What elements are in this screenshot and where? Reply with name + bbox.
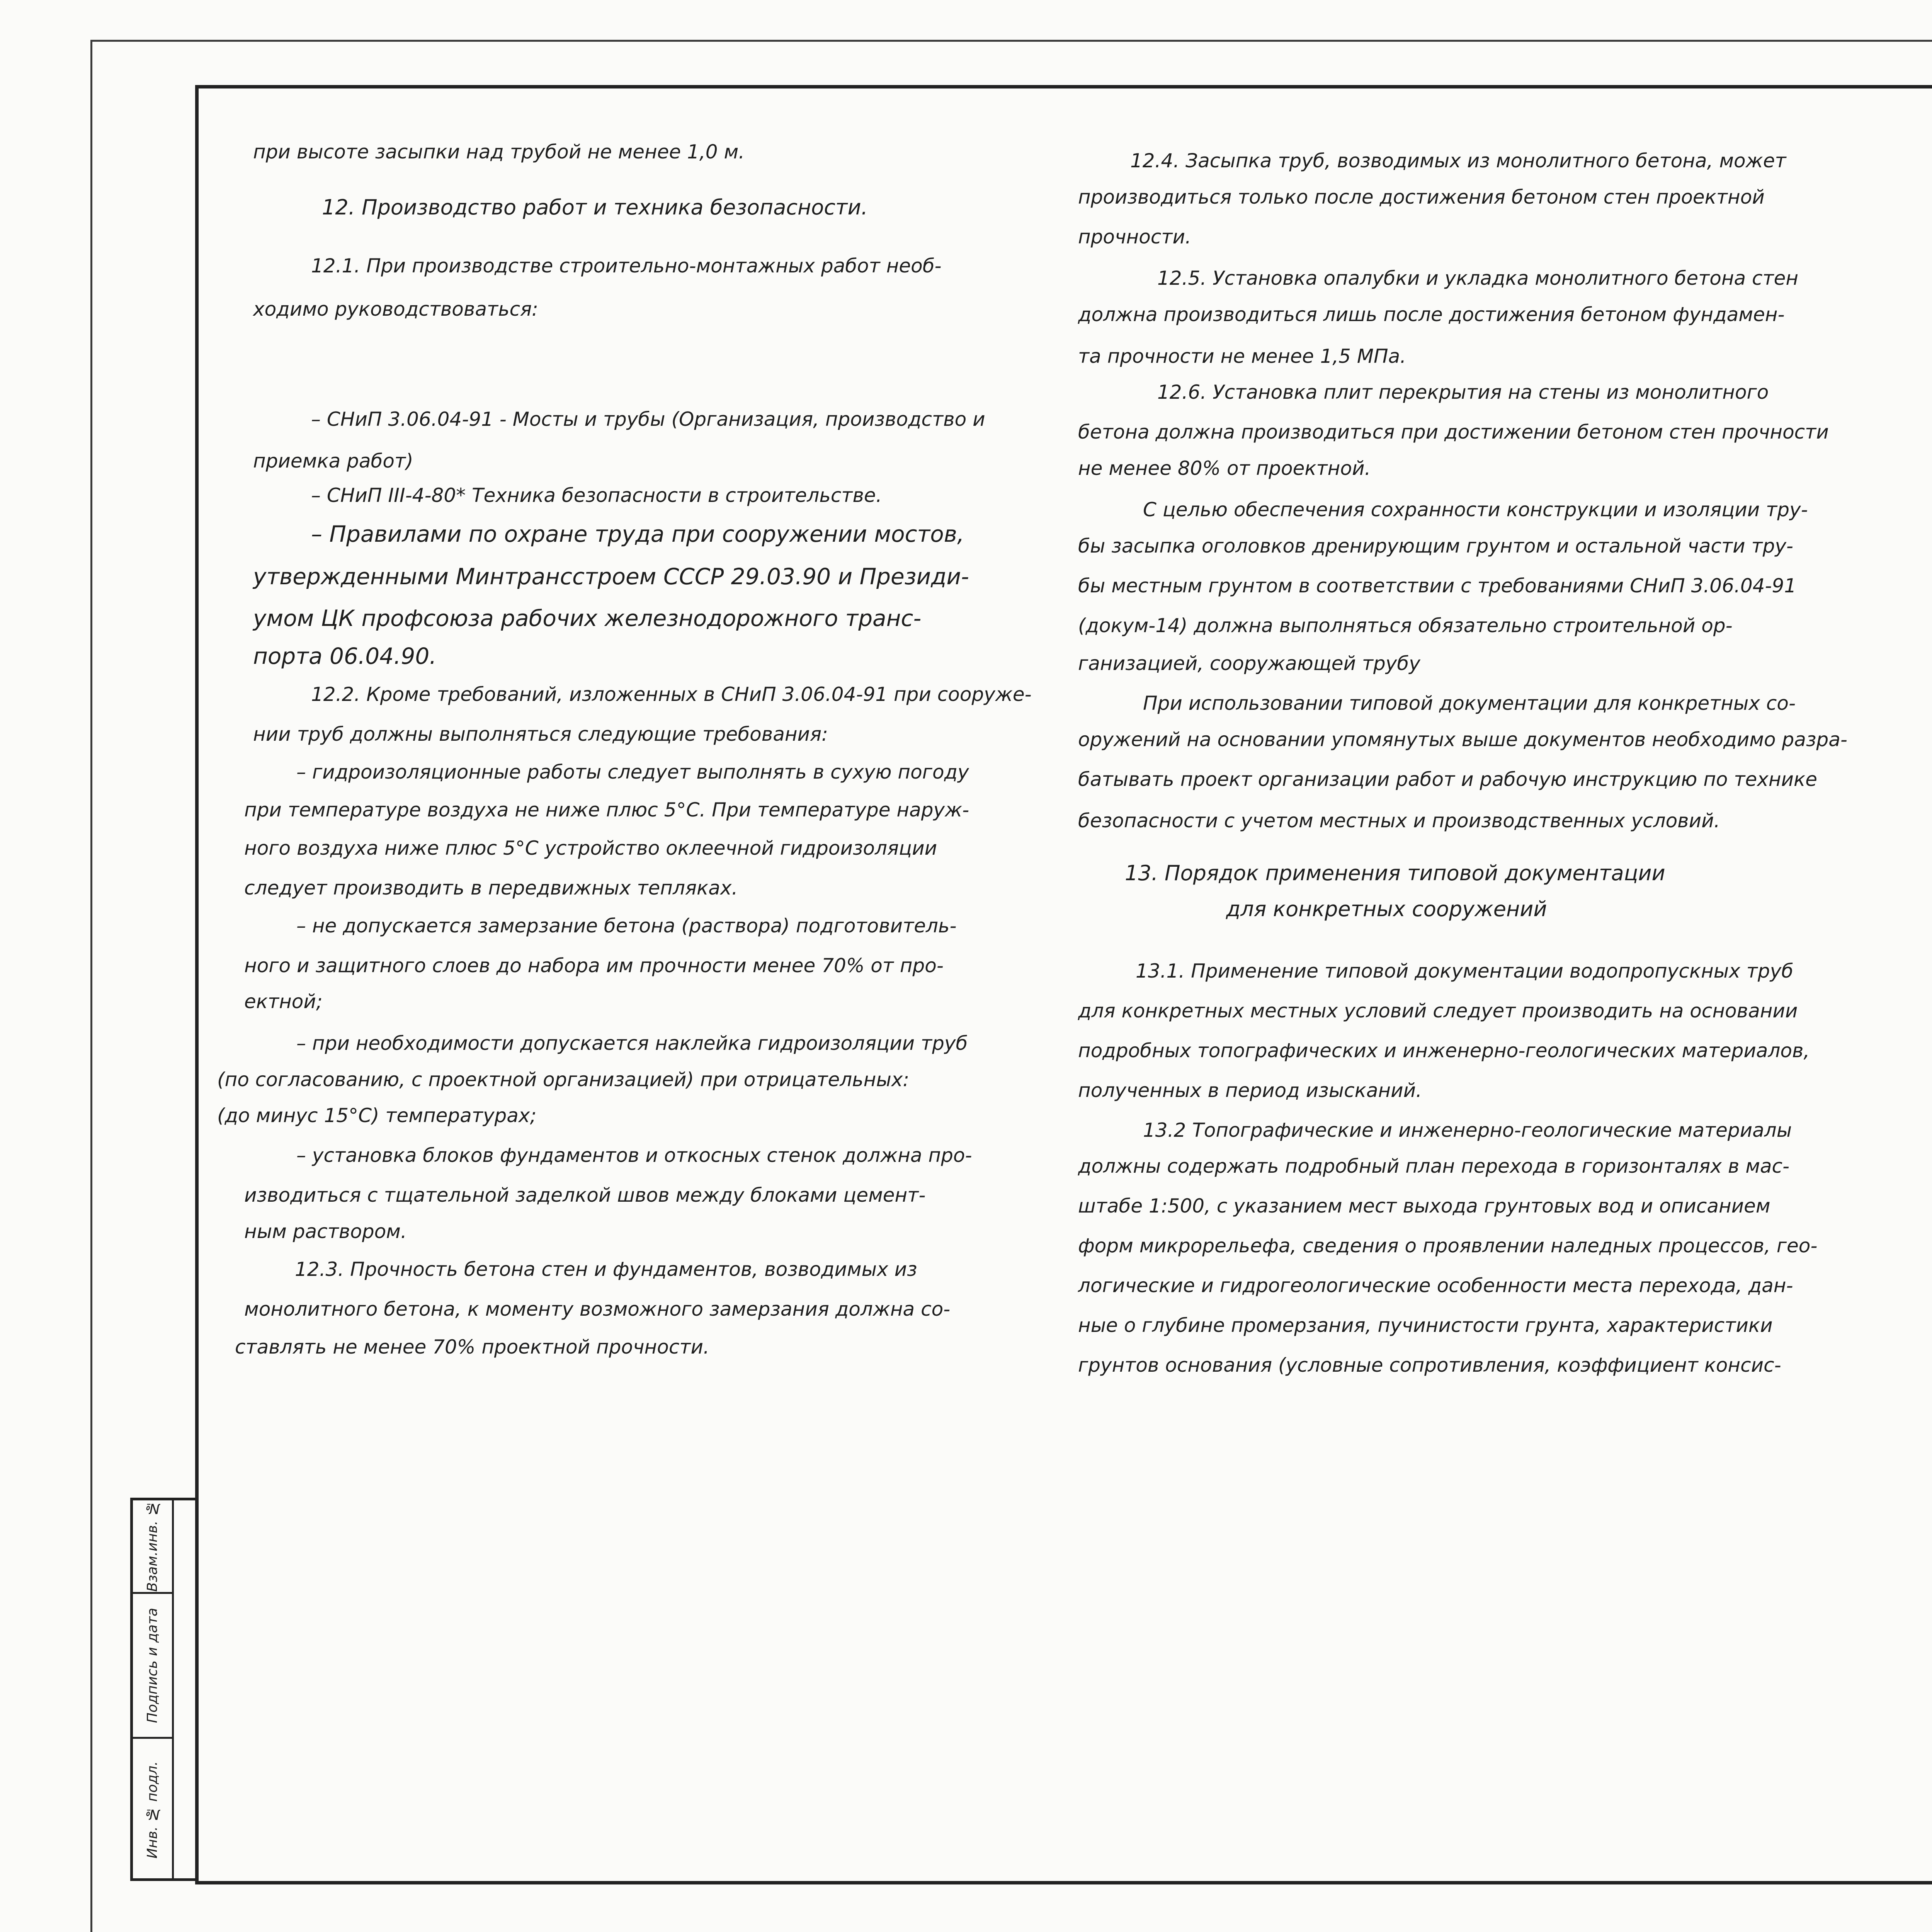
- text-line: следует производить в передвижных тепляках.: [244, 877, 738, 899]
- text-line: бы засыпка оголовков дренирующим грунтом и остальной части тру-: [1078, 535, 1793, 557]
- text-line: должны содержать подробный план перехода в горизонталях в мас-: [1078, 1155, 1790, 1177]
- strip-label-original: Инв. № подл.: [145, 1761, 160, 1859]
- text-line: ные о глубине промерзания, пучинистости грунта, характеристики: [1078, 1314, 1773, 1337]
- text-line: – СНиП III-4-80* Техника безопасности в строительстве.: [311, 484, 882, 507]
- text-line: монолитного бетона, к моменту возможного замерзания должна со-: [244, 1298, 951, 1320]
- section-heading: для конкретных сооружений: [1226, 897, 1547, 921]
- text-line: – гидроизоляционные работы следует выполнять в сухую погоду: [296, 761, 969, 783]
- section-heading: 13. Порядок применения типовой документации: [1125, 861, 1665, 885]
- strip-cell-signature: [133, 1594, 172, 1739]
- text-line: нии труб должны выполняться следующие требования:: [253, 723, 828, 745]
- text-line: изводиться с тщательной заделкой швов между блоками цемент-: [244, 1184, 926, 1206]
- text-line: грунтов основания (условные сопротивления, коэффициент консис-: [1078, 1354, 1781, 1376]
- text-line: при высоте засыпки над трубой не менее 1,0 м.: [253, 141, 745, 163]
- text-line: – не допускается замерзание бетона (раствора) подготовитель-: [296, 915, 957, 937]
- text-line: бетона должна производиться при достижении бетоном стен прочности: [1078, 421, 1829, 443]
- text-line: оружений на основании упомянутых выше документов необходимо разра-: [1078, 728, 1847, 751]
- strip-label-signature: Подпись и дата: [145, 1607, 160, 1723]
- text-line: порта 06.04.90.: [253, 643, 437, 669]
- section-heading: 12. Производство работ и техника безопасности.: [322, 195, 868, 219]
- text-line: логические и гидрогеологические особенности места перехода, дан-: [1078, 1274, 1793, 1297]
- text-line: безопасности с учетом местных и производственных условий.: [1078, 810, 1720, 832]
- text-line: производиться только после достижения бетоном стен проектной: [1078, 186, 1765, 208]
- text-line: – СНиП 3.06.04-91 - Мосты и трубы (Организация, производство и: [311, 408, 985, 430]
- text-line: утвержденными Минтрансстроем СССР 29.03.90 и Президи-: [253, 563, 969, 590]
- text-line: та прочности не менее 1,5 МПа.: [1078, 345, 1406, 367]
- strip-label-replacement: Взам.инв. №: [145, 1500, 160, 1592]
- text-line: (по согласованию, с проектной организацией) при отрицательных:: [217, 1068, 910, 1091]
- text-line: для конкретных местных условий следует производить на основании: [1078, 1000, 1798, 1022]
- text-line: батывать проект организации работ и рабочую инструкцию по технике: [1078, 768, 1818, 791]
- strip-cell-original: [133, 1739, 172, 1881]
- text-line: ного и защитного слоев до набора им прочности менее 70% от про-: [244, 954, 944, 977]
- text-line: 12.1. При производстве строительно-монтажных работ необ-: [311, 255, 942, 277]
- text-line: при температуре воздуха не ниже плюс 5°С. При температуре наруж-: [244, 799, 969, 821]
- text-line: ектной;: [244, 990, 323, 1013]
- text-line: 12.4. Засыпка труб, возводимых из монолитного бетона, может: [1130, 150, 1786, 172]
- text-line: бы местным грунтом в соответствии с требованиями СНиП 3.06.04-91: [1078, 575, 1797, 597]
- text-line: 12.6. Установка плит перекрытия на стены из монолитного: [1157, 381, 1769, 403]
- text-line: ходимо руководствоваться:: [253, 298, 538, 320]
- text-line: умом ЦК профсоюза рабочих железнодорожного транс-: [253, 605, 922, 631]
- text-line: При использовании типовой документации для конкретных со-: [1143, 692, 1796, 714]
- text-line: 12.2. Кроме требований, изложенных в СНиП 3.06.04-91 при сооруже-: [311, 683, 1032, 706]
- text-line: – Правилами по охране труда при сооружении мостов,: [311, 521, 964, 547]
- text-line: форм микрорельефа, сведения о проявлении наледных процессов, гео-: [1078, 1235, 1818, 1257]
- text-line: С целью обеспечения сохранности конструкции и изоляции тру-: [1143, 498, 1808, 521]
- text-line: ным раствором.: [244, 1220, 407, 1243]
- text-line: подробных топографических и инженерно-геологических материалов,: [1078, 1039, 1810, 1062]
- text-line: прочности.: [1078, 226, 1191, 248]
- text-line: 13.1. Применение типовой документации водопропускных труб: [1136, 960, 1794, 982]
- text-line: штабе 1:500, с указанием мест выхода грунтовых вод и описанием: [1078, 1195, 1770, 1217]
- text-line: – при необходимости допускается наклейка гидроизоляции труб: [296, 1032, 968, 1054]
- strip-divider: [172, 1500, 174, 1881]
- text-line: ганизацией, сооружающей трубу: [1078, 652, 1420, 675]
- text-line: ного воздуха ниже плюс 5°С устройство оклеечной гидроизоляции: [244, 837, 937, 859]
- text-line: (до минус 15°С) температурах;: [217, 1104, 537, 1127]
- text-line: (докум-14) должна выполняться обязательно строительной ор-: [1078, 614, 1733, 637]
- text-line: полученных в период изысканий.: [1078, 1079, 1422, 1102]
- text-line: – установка блоков фундаментов и откосных стенок должна про-: [296, 1144, 972, 1167]
- text-line: должна производиться лишь после достижения бетоном фундамен-: [1078, 303, 1785, 326]
- text-line: приемка работ): [253, 450, 413, 472]
- text-line: 12.5. Установка опалубки и укладка монолитного бетона стен: [1157, 267, 1799, 289]
- text-line: ставлять не менее 70% проектной прочности.: [235, 1336, 709, 1358]
- strip-cell-replacement: [133, 1500, 172, 1594]
- drawing-frame: [195, 85, 1932, 1884]
- side-stamp-strip: [130, 1498, 195, 1881]
- text-line: 12.3. Прочность бетона стен и фундаментов, возводимых из: [295, 1258, 917, 1281]
- text-line: не менее 80% от проектной.: [1078, 457, 1371, 480]
- text-line: 13.2 Топографические и инженерно-геологические материалы: [1143, 1119, 1792, 1141]
